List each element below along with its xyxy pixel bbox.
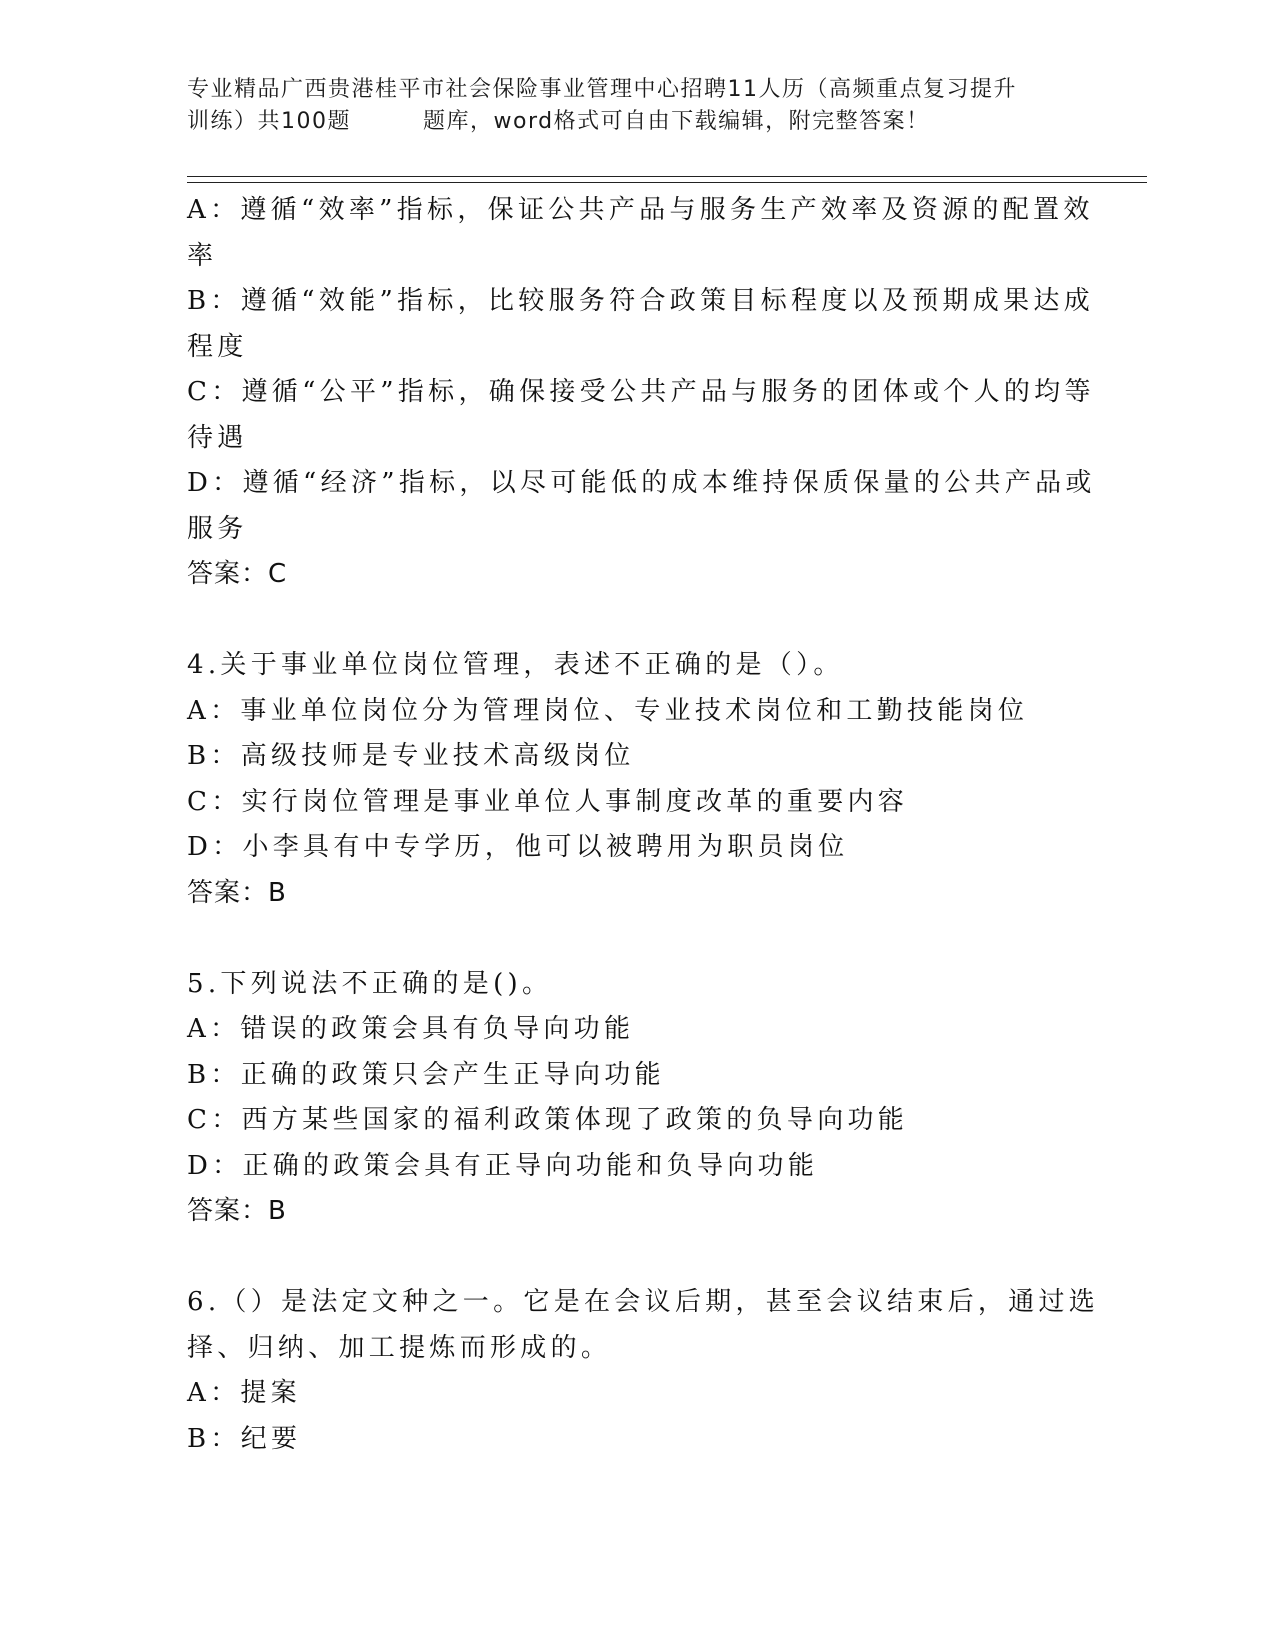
q3-option-c-line-1: C：遵循“公平”指标，确保接受公共产品与服务的团体或个人的均等 xyxy=(187,377,1095,407)
question-content xyxy=(187,188,1100,1462)
question-4 xyxy=(187,643,1077,916)
q6-stem-line-2: 择、归纳、加工提炼而形成的。 xyxy=(187,1332,612,1363)
q3-option-d-line-1: D：遵循“经济”指标，以尽可能低的成本维持保质保量的公共产品或 xyxy=(187,468,1096,498)
q5-option-d: D：正确的政策会具有正导向功能和负导向功能 xyxy=(187,1150,819,1181)
q5-answer: 答案：B xyxy=(187,1196,287,1226)
q4-answer: 答案：B xyxy=(187,877,287,908)
header-rule-bottom xyxy=(187,182,1147,183)
question-3-options xyxy=(187,188,1096,598)
header-rule-top xyxy=(187,176,1147,177)
header-line-1: 专业精品广西贵港桂平市社会保险事业管理中心招聘11人历（高频重点复习提升 xyxy=(187,77,1017,102)
header-line-2-part-2: 题库，word格式可自由下载编辑，附完整答案！ xyxy=(423,109,930,134)
question-6 xyxy=(187,1280,1100,1462)
q6-stem-line-1: 6.（）是法定文种之一。它是在会议后期，甚至会议结束后，通过选 xyxy=(187,1287,1100,1317)
q6-option-a: A：提案 xyxy=(187,1378,301,1408)
q4-option-c: C：实行岗位管理是事业单位人事制度改革的重要内容 xyxy=(187,786,909,817)
q6-option-b: B：纪要 xyxy=(187,1423,302,1454)
q4-option-d: D：小李具有中专学历，他可以被聘用为职员岗位 xyxy=(187,832,849,862)
q3-option-a-line-1: A：遵循“效率”指标，保证公共产品与服务生产效率及资源的配置效 xyxy=(187,195,1094,225)
page-header xyxy=(187,74,1077,138)
q3-option-c-line-2: 待遇 xyxy=(187,422,248,453)
header-line-2-part-1: 训练）共100题 xyxy=(187,109,351,134)
q4-option-b: B：高级技师是专业技术高级岗位 xyxy=(187,741,635,771)
q3-option-a-line-2: 率 xyxy=(187,240,218,271)
header-line-2 xyxy=(187,106,1077,138)
q5-option-b: B：正确的政策只会产生正导向功能 xyxy=(187,1059,665,1090)
q4-stem: 4.关于事业单位岗位管理，表述不正确的是（）。 xyxy=(187,650,844,680)
q3-option-b-line-1: B：遵循“效能”指标，比较服务符合政策目标程度以及预期成果达成 xyxy=(187,286,1094,316)
q5-option-c: C：西方某些国家的福利政策体现了政策的负导向功能 xyxy=(187,1105,909,1135)
q3-option-b-line-2: 程度 xyxy=(187,331,248,362)
q3-answer: 答案：C xyxy=(187,559,288,589)
q3-option-d-line-2: 服务 xyxy=(187,513,248,544)
q4-option-a: A：事业单位岗位分为管理岗位、专业技术岗位和工勤技能岗位 xyxy=(187,695,1029,726)
q5-stem: 5.下列说法不正确的是()。 xyxy=(187,968,553,999)
q5-option-a: A：错误的政策会具有负导向功能 xyxy=(187,1014,635,1044)
question-5 xyxy=(187,962,1077,1235)
